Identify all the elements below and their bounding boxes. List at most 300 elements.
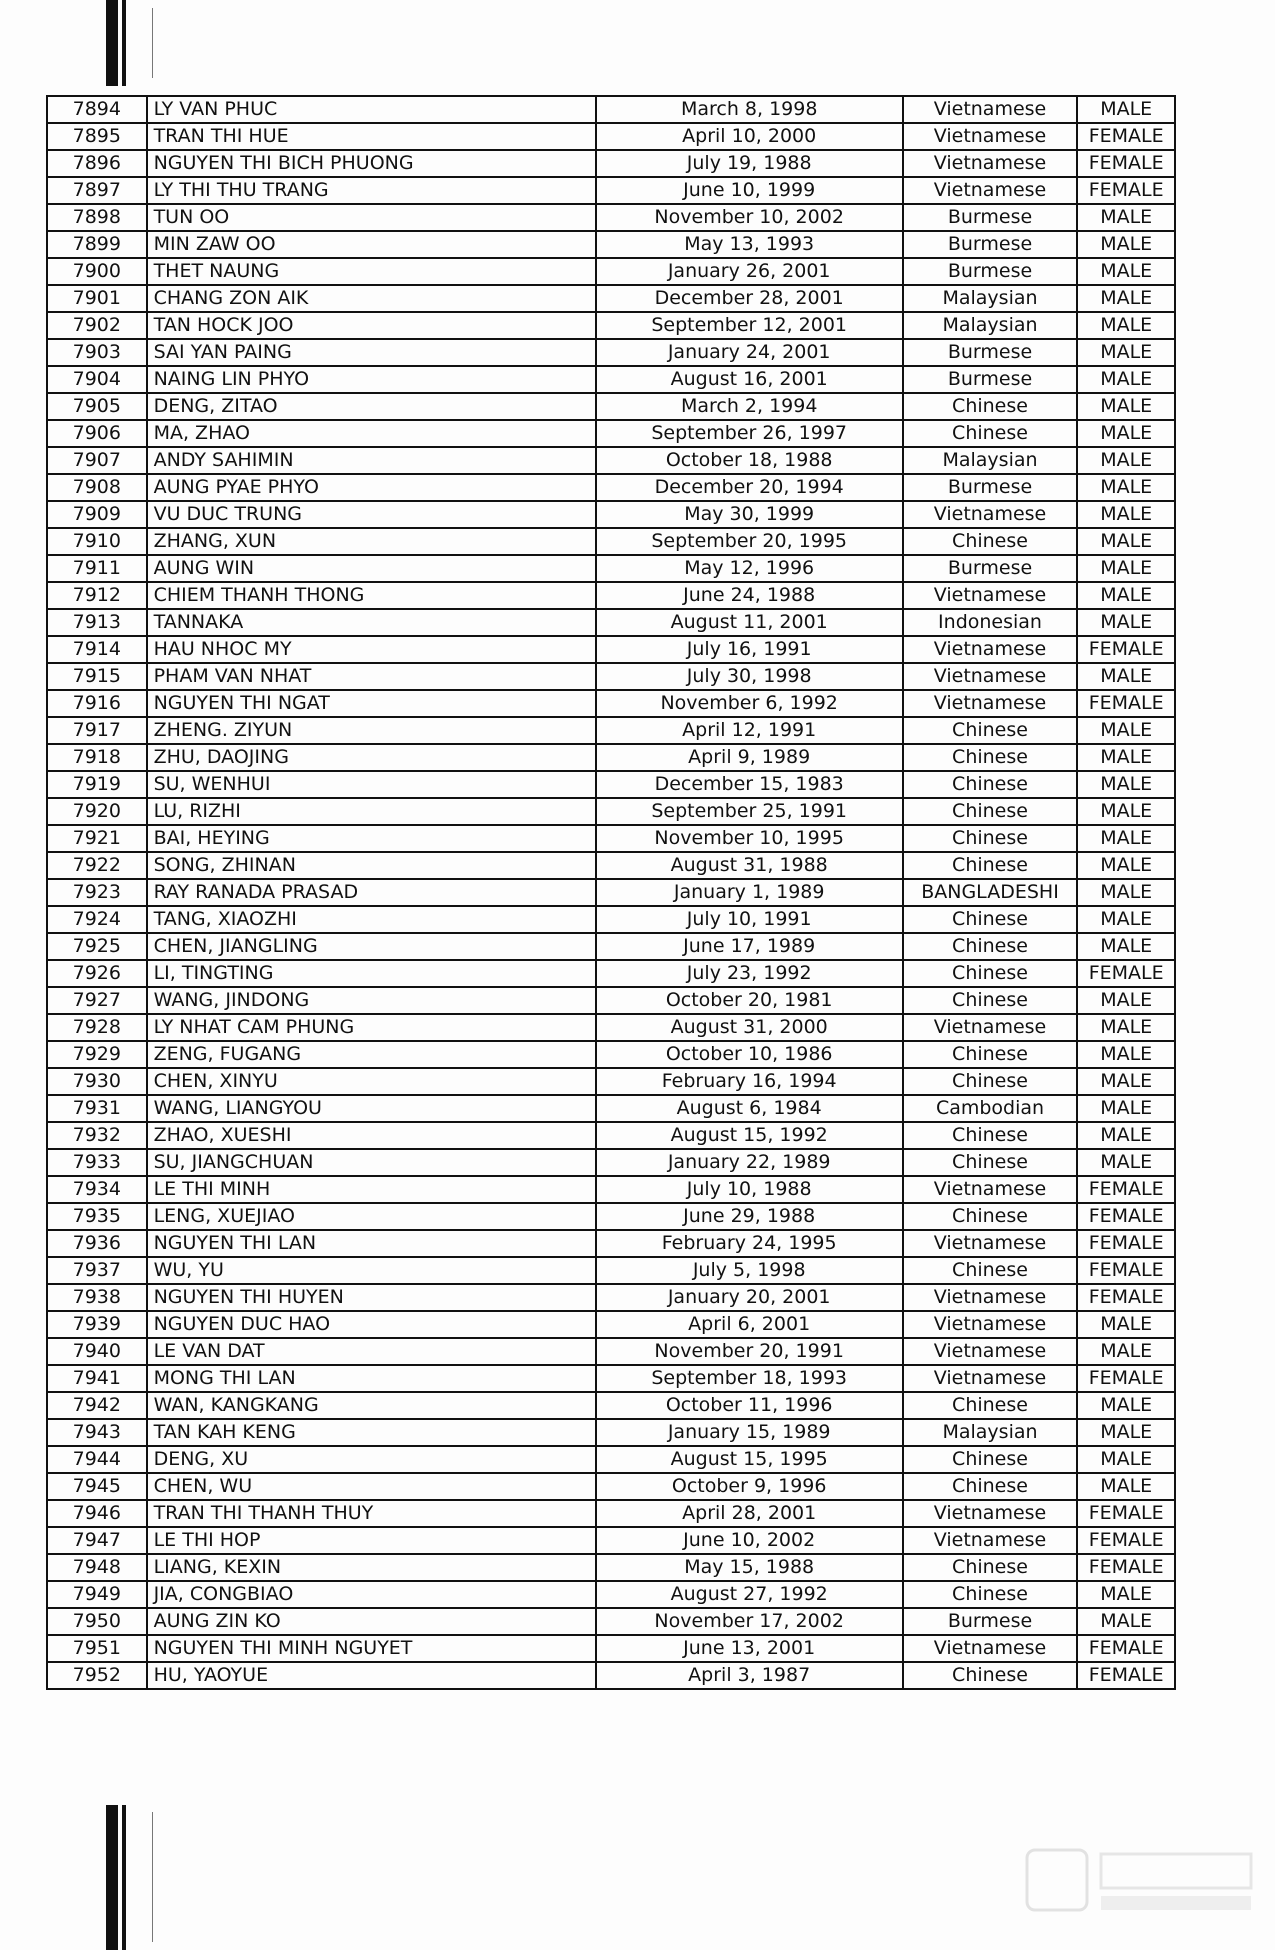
birth-date-cell: February 24, 1995 <box>596 1230 903 1257</box>
nationality-cell: Chinese <box>903 1068 1078 1095</box>
birth-date-cell: July 10, 1991 <box>596 906 903 933</box>
nationality-cell: Vietnamese <box>903 663 1078 690</box>
table-row <box>47 123 1175 150</box>
sex-cell: FEMALE <box>1077 1500 1175 1527</box>
birth-date-cell: September 25, 1991 <box>596 798 903 825</box>
table-row <box>47 474 1175 501</box>
birth-date-cell: September 20, 1995 <box>596 528 903 555</box>
record-id-cell: 7946 <box>47 1500 147 1527</box>
birth-date-cell: March 8, 1998 <box>596 96 903 123</box>
sex-cell: FEMALE <box>1077 1230 1175 1257</box>
table-row <box>47 528 1175 555</box>
record-id-cell: 7922 <box>47 852 147 879</box>
table-row <box>47 744 1175 771</box>
name-cell: LY THI THU TRANG <box>147 177 596 204</box>
name-cell: CHANG ZON AIK <box>147 285 596 312</box>
name-cell: LU, RIZHI <box>147 798 596 825</box>
record-id-cell: 7912 <box>47 582 147 609</box>
nationality-cell: Chinese <box>903 933 1078 960</box>
table-row <box>47 1041 1175 1068</box>
sex-cell: FEMALE <box>1077 1284 1175 1311</box>
table-row <box>47 798 1175 825</box>
nationality-cell: Vietnamese <box>903 1365 1078 1392</box>
sex-cell: MALE <box>1077 717 1175 744</box>
birth-date-cell: January 24, 2001 <box>596 339 903 366</box>
birth-date-cell: May 30, 1999 <box>596 501 903 528</box>
name-cell: NGUYEN THI MINH NGUYET <box>147 1635 596 1662</box>
birth-date-cell: January 22, 1989 <box>596 1149 903 1176</box>
name-cell: AUNG ZIN KO <box>147 1608 596 1635</box>
nationality-cell: Vietnamese <box>903 1311 1078 1338</box>
scan-artifact-line <box>152 8 153 78</box>
table-row <box>47 1662 1175 1689</box>
table-row <box>47 987 1175 1014</box>
sex-cell: MALE <box>1077 1122 1175 1149</box>
name-cell: TAN HOCK JOO <box>147 312 596 339</box>
nationality-cell: Chinese <box>903 852 1078 879</box>
record-id-cell: 7932 <box>47 1122 147 1149</box>
nationality-cell: Malaysian <box>903 285 1078 312</box>
birth-date-cell: November 10, 1995 <box>596 825 903 852</box>
birth-date-cell: January 1, 1989 <box>596 879 903 906</box>
name-cell: NGUYEN THI BICH PHUONG <box>147 150 596 177</box>
birth-date-cell: November 20, 1991 <box>596 1338 903 1365</box>
name-cell: MA, ZHAO <box>147 420 596 447</box>
table-row <box>47 879 1175 906</box>
birth-date-cell: November 10, 2002 <box>596 204 903 231</box>
table-row <box>47 1257 1175 1284</box>
nationality-cell: Vietnamese <box>903 150 1078 177</box>
table-row <box>47 366 1175 393</box>
name-cell: CHEN, WU <box>147 1473 596 1500</box>
binding-mark-top-thin <box>122 0 126 86</box>
nationality-cell: Vietnamese <box>903 1527 1078 1554</box>
sex-cell: MALE <box>1077 1581 1175 1608</box>
name-cell: ZENG, FUGANG <box>147 1041 596 1068</box>
record-id-cell: 7947 <box>47 1527 147 1554</box>
record-id-cell: 7949 <box>47 1581 147 1608</box>
record-id-cell: 7925 <box>47 933 147 960</box>
nationality-cell: Chinese <box>903 528 1078 555</box>
birth-date-cell: April 3, 1987 <box>596 1662 903 1689</box>
sex-cell: MALE <box>1077 798 1175 825</box>
record-id-cell: 7921 <box>47 825 147 852</box>
nationality-cell: Cambodian <box>903 1095 1078 1122</box>
nationality-cell: Chinese <box>903 1473 1078 1500</box>
nationality-cell: Chinese <box>903 1662 1078 1689</box>
name-cell: AUNG WIN <box>147 555 596 582</box>
birth-date-cell: December 15, 1983 <box>596 771 903 798</box>
nationality-cell: Chinese <box>903 906 1078 933</box>
name-cell: LI, TINGTING <box>147 960 596 987</box>
nationality-cell: Vietnamese <box>903 1230 1078 1257</box>
sex-cell: FEMALE <box>1077 1176 1175 1203</box>
nationality-cell: Chinese <box>903 798 1078 825</box>
nationality-cell: Chinese <box>903 1581 1078 1608</box>
record-id-cell: 7936 <box>47 1230 147 1257</box>
nationality-cell: Vietnamese <box>903 177 1078 204</box>
name-cell: BAI, HEYING <box>147 825 596 852</box>
record-id-cell: 7942 <box>47 1392 147 1419</box>
birth-date-cell: April 6, 2001 <box>596 1311 903 1338</box>
record-id-cell: 7930 <box>47 1068 147 1095</box>
record-id-cell: 7902 <box>47 312 147 339</box>
name-cell: TRAN THI THANH THUY <box>147 1500 596 1527</box>
name-cell: SONG, ZHINAN <box>147 852 596 879</box>
birth-date-cell: August 16, 2001 <box>596 366 903 393</box>
table-row <box>47 1095 1175 1122</box>
record-id-cell: 7899 <box>47 231 147 258</box>
table-row <box>47 852 1175 879</box>
sex-cell: MALE <box>1077 447 1175 474</box>
nationality-cell: Chinese <box>903 825 1078 852</box>
sex-cell: MALE <box>1077 1014 1175 1041</box>
nationality-cell: Burmese <box>903 555 1078 582</box>
name-cell: WANG, JINDONG <box>147 987 596 1014</box>
table-row <box>47 1419 1175 1446</box>
record-id-cell: 7901 <box>47 285 147 312</box>
nationality-cell: Burmese <box>903 1608 1078 1635</box>
sex-cell: MALE <box>1077 1338 1175 1365</box>
record-id-cell: 7939 <box>47 1311 147 1338</box>
sex-cell: FEMALE <box>1077 960 1175 987</box>
record-id-cell: 7943 <box>47 1419 147 1446</box>
table-row <box>47 1284 1175 1311</box>
scan-artifact-line <box>152 1812 153 1942</box>
table-row <box>47 582 1175 609</box>
record-id-cell: 7896 <box>47 150 147 177</box>
name-cell: DENG, XU <box>147 1446 596 1473</box>
table-row <box>47 150 1175 177</box>
nationality-cell: Burmese <box>903 366 1078 393</box>
record-id-cell: 7938 <box>47 1284 147 1311</box>
nationality-cell: Vietnamese <box>903 1338 1078 1365</box>
record-id-cell: 7897 <box>47 177 147 204</box>
name-cell: TANG, XIAOZHI <box>147 906 596 933</box>
sex-cell: MALE <box>1077 744 1175 771</box>
table-row <box>47 1311 1175 1338</box>
sex-cell: MALE <box>1077 1392 1175 1419</box>
record-id-cell: 7915 <box>47 663 147 690</box>
table-row <box>47 1554 1175 1581</box>
record-id-cell: 7923 <box>47 879 147 906</box>
record-id-cell: 7952 <box>47 1662 147 1689</box>
record-id-cell: 7900 <box>47 258 147 285</box>
name-cell: WU, YU <box>147 1257 596 1284</box>
birth-date-cell: September 18, 1993 <box>596 1365 903 1392</box>
table-row <box>47 960 1175 987</box>
name-cell: NGUYEN THI LAN <box>147 1230 596 1257</box>
table-row <box>47 1581 1175 1608</box>
birth-date-cell: June 10, 1999 <box>596 177 903 204</box>
nationality-cell: Vietnamese <box>903 96 1078 123</box>
name-cell: LY VAN PHUC <box>147 96 596 123</box>
sex-cell: MALE <box>1077 1446 1175 1473</box>
record-id-cell: 7907 <box>47 447 147 474</box>
table-row <box>47 1446 1175 1473</box>
nationality-cell: Chinese <box>903 1122 1078 1149</box>
nationality-cell: Chinese <box>903 987 1078 1014</box>
nationality-cell: Chinese <box>903 1446 1078 1473</box>
sex-cell: MALE <box>1077 852 1175 879</box>
nationality-cell: Chinese <box>903 420 1078 447</box>
birth-date-cell: December 20, 1994 <box>596 474 903 501</box>
nationality-cell: Chinese <box>903 744 1078 771</box>
name-cell: ZHU, DAOJING <box>147 744 596 771</box>
sex-cell: MALE <box>1077 771 1175 798</box>
birth-date-cell: January 26, 2001 <box>596 258 903 285</box>
sex-cell: MALE <box>1077 1068 1175 1095</box>
name-cell: WAN, KANGKANG <box>147 1392 596 1419</box>
table-row <box>47 771 1175 798</box>
name-cell: THET NAUNG <box>147 258 596 285</box>
name-cell: TUN OO <box>147 204 596 231</box>
nationality-cell: Chinese <box>903 1203 1078 1230</box>
table-row <box>47 1608 1175 1635</box>
birth-date-cell: July 16, 1991 <box>596 636 903 663</box>
name-cell: RAY RANADA PRASAD <box>147 879 596 906</box>
record-id-cell: 7913 <box>47 609 147 636</box>
sex-cell: MALE <box>1077 582 1175 609</box>
record-id-cell: 7933 <box>47 1149 147 1176</box>
record-id-cell: 7910 <box>47 528 147 555</box>
birth-date-cell: August 11, 2001 <box>596 609 903 636</box>
birth-date-cell: March 2, 1994 <box>596 393 903 420</box>
table-row <box>47 339 1175 366</box>
sex-cell: MALE <box>1077 663 1175 690</box>
record-id-cell: 7951 <box>47 1635 147 1662</box>
nationality-cell: Chinese <box>903 771 1078 798</box>
birth-date-cell: August 31, 1988 <box>596 852 903 879</box>
name-cell: AUNG PYAE PHYO <box>147 474 596 501</box>
nationality-cell: Burmese <box>903 204 1078 231</box>
sex-cell: MALE <box>1077 231 1175 258</box>
sex-cell: MALE <box>1077 933 1175 960</box>
record-id-cell: 7927 <box>47 987 147 1014</box>
nationality-cell: Vietnamese <box>903 636 1078 663</box>
nationality-cell: Burmese <box>903 258 1078 285</box>
nationality-cell: Vietnamese <box>903 1284 1078 1311</box>
sex-cell: MALE <box>1077 555 1175 582</box>
table-row <box>47 1203 1175 1230</box>
birth-date-cell: August 15, 1992 <box>596 1122 903 1149</box>
nationality-cell: Chinese <box>903 717 1078 744</box>
birth-date-cell: October 20, 1981 <box>596 987 903 1014</box>
sex-cell: MALE <box>1077 96 1175 123</box>
birth-date-cell: June 13, 2001 <box>596 1635 903 1662</box>
birth-date-cell: October 18, 1988 <box>596 447 903 474</box>
sex-cell: FEMALE <box>1077 1662 1175 1689</box>
nationality-cell: Malaysian <box>903 447 1078 474</box>
record-id-cell: 7937 <box>47 1257 147 1284</box>
binding-mark-bottom <box>106 1805 118 1950</box>
record-id-cell: 7944 <box>47 1446 147 1473</box>
record-id-cell: 7948 <box>47 1554 147 1581</box>
table-row <box>47 609 1175 636</box>
nationality-cell: Vietnamese <box>903 501 1078 528</box>
name-cell: LIANG, KEXIN <box>147 1554 596 1581</box>
nationality-cell: Malaysian <box>903 1419 1078 1446</box>
watermark-logo-icon <box>1025 1840 1265 1920</box>
birth-date-cell: October 9, 1996 <box>596 1473 903 1500</box>
birth-date-cell: September 26, 1997 <box>596 420 903 447</box>
birth-date-cell: August 15, 1995 <box>596 1446 903 1473</box>
table-row <box>47 1392 1175 1419</box>
sex-cell: MALE <box>1077 204 1175 231</box>
sex-cell: MALE <box>1077 312 1175 339</box>
sex-cell: FEMALE <box>1077 1635 1175 1662</box>
nationality-cell: Chinese <box>903 1257 1078 1284</box>
record-id-cell: 7914 <box>47 636 147 663</box>
sex-cell: MALE <box>1077 825 1175 852</box>
birth-date-cell: July 19, 1988 <box>596 150 903 177</box>
record-id-cell: 7919 <box>47 771 147 798</box>
birth-date-cell: June 17, 1989 <box>596 933 903 960</box>
sex-cell: MALE <box>1077 1311 1175 1338</box>
birth-date-cell: December 28, 2001 <box>596 285 903 312</box>
birth-date-cell: September 12, 2001 <box>596 312 903 339</box>
nationality-cell: Vietnamese <box>903 690 1078 717</box>
nationality-cell: Vietnamese <box>903 123 1078 150</box>
name-cell: SU, WENHUI <box>147 771 596 798</box>
sex-cell: FEMALE <box>1077 1527 1175 1554</box>
nationality-cell: Vietnamese <box>903 1635 1078 1662</box>
birth-date-cell: June 29, 1988 <box>596 1203 903 1230</box>
sex-cell: MALE <box>1077 906 1175 933</box>
name-cell: MONG THI LAN <box>147 1365 596 1392</box>
record-id-cell: 7924 <box>47 906 147 933</box>
birth-date-cell: October 10, 1986 <box>596 1041 903 1068</box>
name-cell: ZHENG. ZIYUN <box>147 717 596 744</box>
sex-cell: MALE <box>1077 501 1175 528</box>
nationality-cell: Chinese <box>903 1392 1078 1419</box>
sex-cell: MALE <box>1077 366 1175 393</box>
table-row <box>47 717 1175 744</box>
birth-date-cell: April 12, 1991 <box>596 717 903 744</box>
sex-cell: MALE <box>1077 1149 1175 1176</box>
sex-cell: FEMALE <box>1077 177 1175 204</box>
binding-mark-bottom-thin <box>122 1805 126 1950</box>
table-row <box>47 204 1175 231</box>
name-cell: PHAM VAN NHAT <box>147 663 596 690</box>
record-id-cell: 7894 <box>47 96 147 123</box>
name-cell: NAING LIN PHYO <box>147 366 596 393</box>
record-id-cell: 7911 <box>47 555 147 582</box>
sex-cell: MALE <box>1077 258 1175 285</box>
nationality-cell: Chinese <box>903 960 1078 987</box>
name-cell: ANDY SAHIMIN <box>147 447 596 474</box>
table-row <box>47 501 1175 528</box>
name-cell: SU, JIANGCHUAN <box>147 1149 596 1176</box>
sex-cell: MALE <box>1077 1608 1175 1635</box>
birth-date-cell: October 11, 1996 <box>596 1392 903 1419</box>
birth-date-cell: July 5, 1998 <box>596 1257 903 1284</box>
name-cell: LE THI HOP <box>147 1527 596 1554</box>
birth-date-cell: May 15, 1988 <box>596 1554 903 1581</box>
nationality-cell: Vietnamese <box>903 1500 1078 1527</box>
record-id-cell: 7934 <box>47 1176 147 1203</box>
birth-date-cell: April 9, 1989 <box>596 744 903 771</box>
table-row <box>47 177 1175 204</box>
name-cell: LY NHAT CAM PHUNG <box>147 1014 596 1041</box>
table-row <box>47 1635 1175 1662</box>
nationality-cell: Chinese <box>903 393 1078 420</box>
birth-date-cell: August 27, 1992 <box>596 1581 903 1608</box>
sex-cell: MALE <box>1077 528 1175 555</box>
sex-cell: MALE <box>1077 285 1175 312</box>
sex-cell: MALE <box>1077 339 1175 366</box>
birth-date-cell: April 28, 2001 <box>596 1500 903 1527</box>
name-cell: CHEN, JIANGLING <box>147 933 596 960</box>
record-id-cell: 7917 <box>47 717 147 744</box>
nationality-cell: Vietnamese <box>903 1176 1078 1203</box>
name-cell: HU, YAOYUE <box>147 1662 596 1689</box>
birth-date-cell: July 30, 1998 <box>596 663 903 690</box>
sex-cell: MALE <box>1077 1041 1175 1068</box>
record-id-cell: 7918 <box>47 744 147 771</box>
sex-cell: MALE <box>1077 609 1175 636</box>
table-row <box>47 1365 1175 1392</box>
table-row <box>47 231 1175 258</box>
table-row <box>47 663 1175 690</box>
birth-date-cell: January 20, 2001 <box>596 1284 903 1311</box>
sex-cell: FEMALE <box>1077 150 1175 177</box>
nationality-cell: Malaysian <box>903 312 1078 339</box>
record-id-cell: 7898 <box>47 204 147 231</box>
record-id-cell: 7904 <box>47 366 147 393</box>
birth-date-cell: June 10, 2002 <box>596 1527 903 1554</box>
name-cell: JIA, CONGBIAO <box>147 1581 596 1608</box>
name-cell: LE THI MINH <box>147 1176 596 1203</box>
name-cell: TRAN THI HUE <box>147 123 596 150</box>
name-cell: NGUYEN THI NGAT <box>147 690 596 717</box>
sex-cell: FEMALE <box>1077 636 1175 663</box>
sex-cell: MALE <box>1077 987 1175 1014</box>
birth-date-cell: August 6, 1984 <box>596 1095 903 1122</box>
sex-cell: MALE <box>1077 1419 1175 1446</box>
table-row <box>47 1068 1175 1095</box>
nationality-cell: Chinese <box>903 1041 1078 1068</box>
record-id-cell: 7895 <box>47 123 147 150</box>
nationality-cell: Vietnamese <box>903 582 1078 609</box>
record-id-cell: 7906 <box>47 420 147 447</box>
record-id-cell: 7928 <box>47 1014 147 1041</box>
sex-cell: MALE <box>1077 474 1175 501</box>
name-cell: DENG, ZITAO <box>147 393 596 420</box>
table-row <box>47 1230 1175 1257</box>
record-id-cell: 7916 <box>47 690 147 717</box>
record-id-cell: 7941 <box>47 1365 147 1392</box>
name-cell: ZHANG, XUN <box>147 528 596 555</box>
sex-cell: MALE <box>1077 1473 1175 1500</box>
sex-cell: FEMALE <box>1077 1257 1175 1284</box>
table-row <box>47 1149 1175 1176</box>
birth-date-cell: May 13, 1993 <box>596 231 903 258</box>
table-row <box>47 1500 1175 1527</box>
sex-cell: MALE <box>1077 1095 1175 1122</box>
name-cell: WANG, LIANGYOU <box>147 1095 596 1122</box>
table-row <box>47 1176 1175 1203</box>
table-row <box>47 1527 1175 1554</box>
name-cell: LENG, XUEJIAO <box>147 1203 596 1230</box>
watermark-logo <box>1005 1840 1265 1930</box>
birth-date-cell: February 16, 1994 <box>596 1068 903 1095</box>
record-id-cell: 7926 <box>47 960 147 987</box>
record-id-cell: 7929 <box>47 1041 147 1068</box>
table-row <box>47 906 1175 933</box>
name-cell: HAU NHOC MY <box>147 636 596 663</box>
name-cell: CHEN, XINYU <box>147 1068 596 1095</box>
